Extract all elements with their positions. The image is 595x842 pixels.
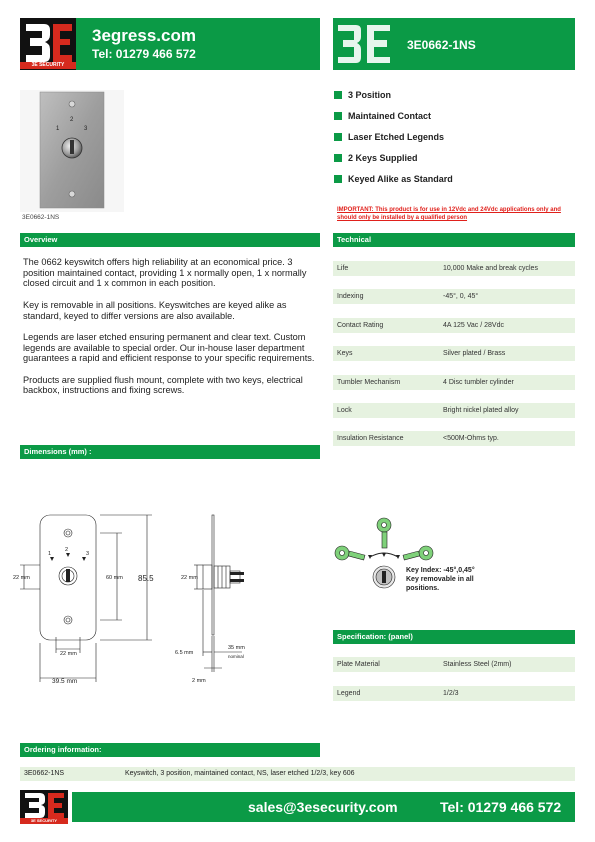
header-phone: Tel: 01279 466 572 — [92, 47, 196, 61]
ordering-description: Keyswitch, 3 position, maintained contact, NS, laser etched 1/2/3, key 606 — [125, 770, 355, 777]
front-position-3: 3 — [86, 551, 90, 557]
technical-row: Insulation Resistance <500M-Ohms typ. — [333, 431, 575, 446]
ordering-row — [20, 767, 575, 781]
brand-logo-text: 3E SECURITY — [20, 62, 76, 69]
feature-item: 3 Position — [334, 84, 574, 105]
key-index-line2: Key removable in all — [406, 576, 474, 583]
front-dimension-drawing — [10, 505, 170, 690]
key-index-line3: positions. — [406, 585, 440, 592]
technical-row: Indexing -45°, 0, 45° — [333, 289, 575, 304]
three-e-watermark-icon — [334, 19, 394, 69]
key-index-line1: Key Index: -45°,0,45° — [406, 567, 475, 574]
brand-logo — [20, 18, 76, 70]
front-position-1: 1 — [48, 551, 52, 557]
overview-paragraph: Products are supplied flush mount, complete with two keys, electrical backbox, instructions and fixing screws. — [23, 374, 303, 396]
front-height-total-label: 85.5 — [138, 574, 154, 583]
site-name: 3egress.com — [92, 26, 196, 45]
ordering-code: 3E0662-1NS — [24, 770, 65, 777]
side-depth-b-label: 35 mm — [228, 645, 245, 651]
overview-paragraph: The 0662 keyswitch offers high reliability at an economical price. 3 position maintained contact, providing 1 x normally open, 1 x normally closed circuit and 1 x common in each position. — [23, 257, 307, 289]
specification-heading: Specification: (panel) — [333, 630, 575, 644]
product-position-1: 1 — [56, 126, 60, 132]
front-width-small-label: 22 mm — [60, 651, 77, 657]
technical-row: Keys Silver plated / Brass — [333, 346, 575, 361]
product-photo — [20, 90, 124, 212]
footer-email[interactable]: sales@3esecurity.com — [248, 799, 398, 815]
front-width-total-label: 39.5 mm — [52, 678, 78, 685]
technical-row: Tumbler Mechanism 4 Disc tumbler cylinder — [333, 375, 575, 390]
technical-heading: Technical — [333, 233, 575, 247]
product-position-3: 3 — [84, 126, 88, 132]
specification-row: Plate Material Stainless Steel (2mm) — [333, 657, 575, 672]
side-dimension-drawing — [170, 510, 260, 690]
feature-item: 2 Keys Supplied — [334, 147, 574, 168]
specification-row: Legend 1/2/3 — [333, 686, 575, 701]
product-position-2: 2 — [70, 117, 74, 123]
footer-phone: Tel: 01279 466 572 — [440, 799, 562, 815]
footer-logo-text: 3E SECURITY — [20, 818, 68, 824]
side-depth-b-note: nominal — [228, 654, 244, 659]
overview-paragraph: Key is removable in all positions. Keyswitches are keyed alike as standard, keyed to differ versions are also available. — [23, 299, 287, 321]
feature-item: Laser Etched Legends — [334, 126, 574, 147]
key-index-drawing — [332, 515, 436, 611]
overview-text — [23, 257, 319, 407]
feature-item: Keyed Alike as Standard — [334, 168, 574, 189]
technical-row: Lock Bright nickel plated alloy — [333, 403, 575, 418]
technical-row: Life 10,000 Make and break cycles — [333, 261, 575, 276]
side-thickness-label: 2 mm — [192, 678, 206, 684]
feature-item: Maintained Contact — [334, 105, 574, 126]
overview-paragraph: Legends are laser etched ensuring permanent and clear text. Custom legends are available to special order. Our in-house laser department guarantees a rapid and efficient response to your specific requirements. — [23, 331, 315, 364]
product-photo-caption: 3E0662-1NS — [22, 214, 60, 221]
key-index-text — [406, 566, 475, 593]
dimensions-heading: Dimensions (mm) : — [20, 445, 320, 459]
side-height-label: 22 mm — [181, 575, 198, 581]
important-notice: IMPORTANT: This product is for use in 12Vdc and 24Vdc applications only and should only be installed by a qualified person — [337, 207, 561, 221]
footer-logo — [20, 790, 68, 824]
front-height-mid-label: 60 mm — [106, 575, 123, 581]
overview-heading: Overview — [20, 233, 320, 247]
front-height-small-label: 22 mm — [13, 575, 30, 581]
product-code-title: 3E0662-1NS — [407, 38, 476, 52]
side-depth-a-label: 6.5 mm — [175, 650, 194, 656]
feature-list — [334, 84, 574, 189]
ordering-heading: Ordering information: — [20, 743, 320, 757]
front-position-2: 2 — [65, 547, 69, 553]
technical-row: Contact Rating 4A 125 Vac / 28Vdc — [333, 318, 575, 333]
